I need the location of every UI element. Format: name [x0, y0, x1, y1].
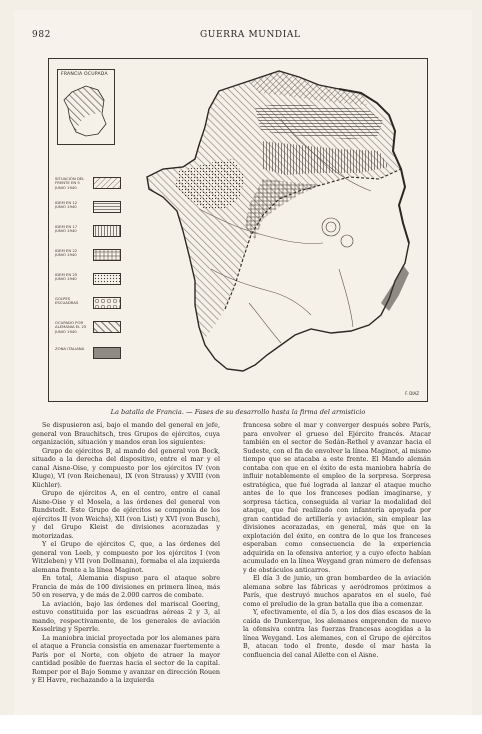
text-column-right [243, 421, 431, 659]
legend-item [55, 273, 125, 282]
legend-swatch [93, 249, 121, 261]
occupied-france-inset [57, 69, 115, 145]
paragraph: En total, Alemania dispuso para el ataque sobre Francia de más de 100 divisiones en primera línea, más 50 en reserva, y de más de 2.000 carros de combate. [32, 574, 220, 599]
legend-item [55, 321, 125, 334]
legend-label: IDEM EN 12 JUNIO 1940 [55, 200, 78, 210]
text-column-left [32, 421, 220, 685]
legend-swatch [93, 177, 121, 189]
legend-item [55, 225, 125, 234]
legend-label: OCUPADO POR ALEMANIA EL 25 JUNIO 1940 [55, 320, 87, 334]
legend-swatch [93, 273, 121, 285]
paragraph: El día 3 de junio, un gran bombardeo de la aviación alemana sobre las fábricas y aeródromos próximos a París, que destruyó muchos aparatos en el suelo, fué como el preludio de la gran batalla que iba a comenzar. [243, 574, 431, 608]
legend-swatch [93, 297, 121, 309]
legend-label: IDEM EN 25 JUNIO 1940 [55, 272, 78, 282]
legend-label: GOLPES ESCUADRAS [55, 296, 79, 306]
legend-item [55, 201, 125, 210]
paragraph: Y el Grupo de ejércitos C, que, a las órdenes del general von Leeb, y compuesto por los ejércitos I (von Witzleben) y VII (von Dollmann), formaba el ala izquierda alemana frente a la línea Maginot. [32, 540, 220, 574]
paragraph: La maniobra inicial proyectada por los alemanes para el ataque a Francia consistía en amenazar fuertemente a París por el Norte, con objeto de atraer la mayor cantidad posible de fuerzas hacia el sector de la capital. Romper por el Bajo Somme y avanzar en dirección Rouen y El Havre, rechazando a la izquierda [32, 633, 220, 684]
map-legend [55, 177, 125, 377]
footer-strip [0, 715, 482, 734]
legend-swatch [93, 347, 121, 359]
paragraph: Grupo de ejércitos B, al mando del general von Bock, situado a la derecha del dispositivo, entre el mar y el canal Aisne-Oise, y compuesto por los ejércitos IV (von Kluge), VI (von Reichenau), IX (von Strauss) y XVIII (von Küchler). [32, 446, 220, 489]
paragraph: La aviación, bajo las órdenes del mariscal Goering, estuvo constituida por las escuadras aéreas 2 y 3, al mando, respectivamente, de los generales de aviación Kesselring y Sperrle. [32, 599, 220, 633]
legend-label: IDEM EN 22 JUNIO 1940 [55, 248, 78, 258]
legend-item [55, 297, 125, 306]
paragraph: francesa sobre el mar y converger después sobre París, para envolver el grueso del Ejército francés. Atacar también en el sector de Sedán-Rethel y avanzar hacia el Sudeste, con el fin de envolver la línea Maginot, al mismo tiempo que se atacaba a este frente. El Mando alemán contaba con que en el éxito de esta maniobra habría de influir notablemente el empleo de la sorpresa. Sorpresa estratégica, que fué lograda al lanzar el ataque mucho antes de lo que los franceses podían imaginarse, y sorpresa táctica, conseguida al variar la modalidad del ataque, que fué realizado con infantería apoyada por gran cantidad de artillería y aviación, sin emplear las divisiones acorazadas, en general, más que en la explotación del éxito, en contra de lo que los franceses esperaban como consecuencia de la experiencia adquirida en la ofensiva anterior, y a cuyo efecto habían acumulado en la línea Weygand gran número de defensas y de obstáculos anticarros. [243, 421, 431, 574]
legend-swatch [93, 201, 121, 213]
map-signature: F. DIAZ [405, 391, 419, 396]
legend-label: SITUACIÓN DEL FRENTE EN 5 JUNIO 1940 [55, 176, 85, 190]
paragraph: Y, efectivamente, el día 5, a los dos días escasos de la caída de Dunkerque, los alemanes emprenden de nuevo la ofensiva contra las fuerzas francesas acogidas a la línea Weygand. Los alemanes, con el Grupo de ejércitos B, atacan todo el frente, desde el mar hasta la confluencia del canal Ailette con el Aisne. [243, 608, 431, 659]
legend-swatch [93, 321, 121, 333]
map-figure [48, 58, 428, 402]
paragraph: Se dispusieron así, bajo el mando del general en jefe, general von Brauchitsch, tres Grupos de ejércitos, cuya organización, situación y mandos eran los siguientes: [32, 421, 220, 446]
legend-label: IDEM EN 17 JUNIO 1940 [55, 224, 78, 234]
legend-item [55, 249, 125, 258]
inset-svg [58, 70, 114, 144]
page-header [32, 30, 434, 44]
legend-label: ZONA ITALIANA [55, 346, 85, 351]
paragraph: Grupo de ejércitos A, en el centro, entre el canal Aisne-Oise y el Mosela, a las órdenes del general von Rundstedt. Este Grupo de ejércitos se componía de los ejércitos II (von Weichs), XII (von List) y XVI (von Busch), y del Grupo Kleist de divisiones acorazadas y motorizadas. [32, 489, 220, 540]
legend-swatch [93, 225, 121, 237]
inset-title: FRANCIA OCUPADA [61, 72, 108, 77]
running-title: GUERRA MUNDIAL [200, 30, 301, 40]
page-number: 982 [32, 30, 51, 40]
legend-item [55, 177, 125, 190]
legend-item [55, 347, 125, 351]
figure-caption: La batalla de Francia. — Fases de su desarrollo hasta la firma del armisticio [110, 408, 366, 416]
